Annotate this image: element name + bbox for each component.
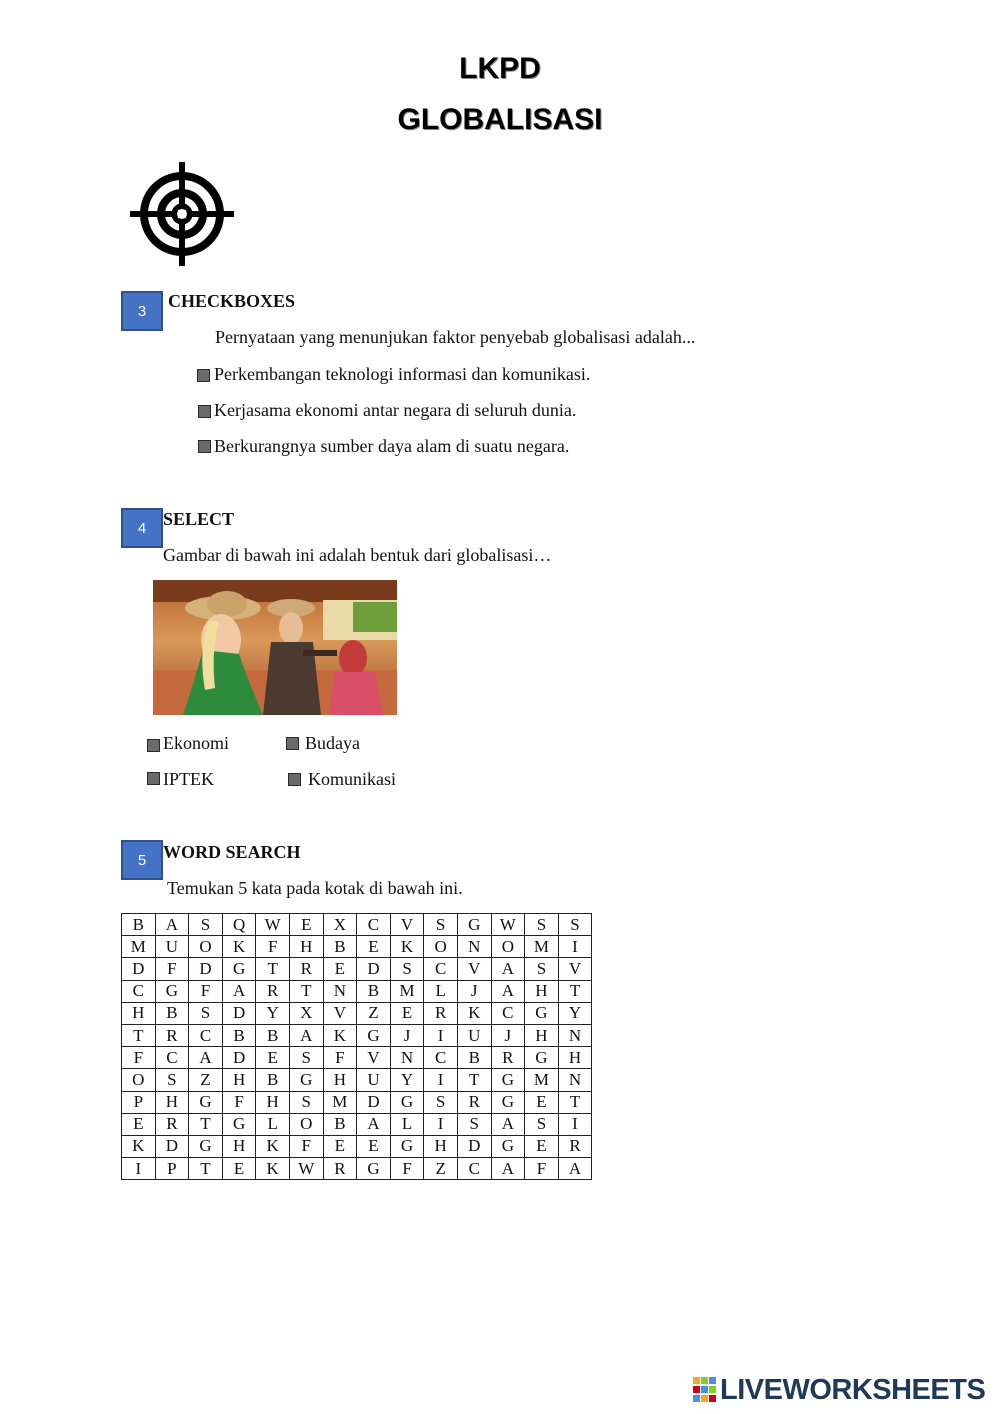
section-number-badge: 3 bbox=[121, 291, 163, 331]
grid-cell[interactable]: D bbox=[189, 958, 223, 980]
grid-cell[interactable]: G bbox=[289, 1069, 323, 1091]
option-checkbox[interactable] bbox=[147, 772, 160, 785]
grid-cell[interactable]: F bbox=[289, 1135, 323, 1157]
instruction-text: Temukan 5 kata pada kotak di bawah ini. bbox=[167, 878, 463, 898]
grid-cell[interactable]: C bbox=[189, 1024, 223, 1046]
grid-cell[interactable]: Z bbox=[357, 1002, 391, 1024]
grid-cell[interactable]: O bbox=[289, 1113, 323, 1135]
grid-cell[interactable]: E bbox=[525, 1091, 559, 1113]
grid-cell[interactable]: S bbox=[390, 958, 424, 980]
grid-cell[interactable]: F bbox=[525, 1158, 559, 1180]
grid-cell[interactable]: E bbox=[525, 1135, 559, 1157]
grid-row bbox=[122, 1002, 592, 1024]
grid-cell[interactable]: R bbox=[289, 958, 323, 980]
grid-cell[interactable]: E bbox=[122, 1113, 156, 1135]
grid-cell[interactable]: K bbox=[256, 1135, 290, 1157]
question-text: Pernyataan yang menunjukan faktor penyebab globalisasi adalah... bbox=[215, 327, 696, 347]
grid-cell[interactable]: F bbox=[122, 1047, 156, 1069]
grid-cell[interactable]: Z bbox=[424, 1158, 458, 1180]
grid-cell[interactable]: Y bbox=[390, 1069, 424, 1091]
grid-cell[interactable]: E bbox=[323, 958, 357, 980]
grid-cell[interactable]: H bbox=[155, 1091, 189, 1113]
grid-cell[interactable]: F bbox=[256, 936, 290, 958]
grid-cell[interactable]: R bbox=[155, 1113, 189, 1135]
grid-cell[interactable]: M bbox=[525, 1069, 559, 1091]
option-label: Budaya bbox=[305, 733, 360, 753]
grid-cell[interactable]: T bbox=[558, 980, 592, 1002]
grid-cell[interactable]: J bbox=[491, 1024, 525, 1046]
grid-cell[interactable]: B bbox=[323, 1113, 357, 1135]
grid-cell[interactable]: C bbox=[457, 1158, 491, 1180]
grid-cell[interactable]: Y bbox=[256, 1002, 290, 1024]
grid-cell[interactable]: J bbox=[390, 1024, 424, 1046]
grid-cell[interactable]: I bbox=[424, 1069, 458, 1091]
grid-cell[interactable]: E bbox=[289, 914, 323, 936]
grid-cell[interactable]: C bbox=[122, 980, 156, 1002]
grid-cell[interactable]: H bbox=[256, 1091, 290, 1113]
grid-cell[interactable]: G bbox=[189, 1091, 223, 1113]
grid-cell[interactable]: R bbox=[558, 1135, 592, 1157]
grid-cell[interactable]: P bbox=[122, 1091, 156, 1113]
grid-cell[interactable]: A bbox=[491, 1113, 525, 1135]
grid-cell[interactable]: K bbox=[323, 1024, 357, 1046]
grid-cell[interactable]: G bbox=[390, 1135, 424, 1157]
option-checkbox[interactable] bbox=[198, 405, 211, 418]
grid-cell[interactable]: D bbox=[457, 1135, 491, 1157]
section-number-badge: 4 bbox=[121, 508, 163, 548]
grid-cell[interactable]: D bbox=[155, 1135, 189, 1157]
grid-cell[interactable]: O bbox=[424, 936, 458, 958]
grid-row bbox=[122, 958, 592, 980]
grid-cell[interactable]: K bbox=[122, 1135, 156, 1157]
grid-cell[interactable]: S bbox=[424, 1091, 458, 1113]
grid-cell[interactable]: D bbox=[357, 1091, 391, 1113]
grid-cell[interactable]: C bbox=[424, 1047, 458, 1069]
grid-cell[interactable]: H bbox=[323, 1069, 357, 1091]
grid-row bbox=[122, 1135, 592, 1157]
grid-cell[interactable]: R bbox=[424, 1002, 458, 1024]
grid-cell[interactable]: V bbox=[357, 1047, 391, 1069]
grid-cell[interactable]: M bbox=[525, 936, 559, 958]
grid-cell[interactable]: L bbox=[390, 1113, 424, 1135]
grid-cell[interactable]: K bbox=[256, 1158, 290, 1180]
grid-cell[interactable]: H bbox=[424, 1135, 458, 1157]
option-label: Berkurangnya sumber daya alam di suatu negara. bbox=[214, 436, 570, 456]
grid-cell[interactable]: A bbox=[222, 980, 256, 1002]
grid-cell[interactable]: U bbox=[357, 1069, 391, 1091]
grid-cell[interactable]: G bbox=[390, 1091, 424, 1113]
grid-cell[interactable]: E bbox=[357, 1135, 391, 1157]
grid-cell[interactable]: S bbox=[525, 914, 559, 936]
grid-cell[interactable]: N bbox=[558, 1069, 592, 1091]
grid-cell[interactable]: A bbox=[491, 958, 525, 980]
grid-row bbox=[122, 936, 592, 958]
grid-cell[interactable]: H bbox=[122, 1002, 156, 1024]
option-checkbox[interactable] bbox=[288, 773, 301, 786]
grid-cell[interactable]: F bbox=[189, 980, 223, 1002]
option-label: Perkembangan teknologi informasi dan komunikasi. bbox=[214, 364, 591, 384]
grid-cell[interactable]: X bbox=[323, 914, 357, 936]
grid-cell[interactable]: N bbox=[457, 936, 491, 958]
grid-cell[interactable]: V bbox=[558, 958, 592, 980]
grid-cell[interactable]: S bbox=[424, 914, 458, 936]
grid-cell[interactable]: H bbox=[222, 1069, 256, 1091]
grid-cell[interactable]: T bbox=[457, 1069, 491, 1091]
grid-cell[interactable]: D bbox=[357, 958, 391, 980]
grid-cell[interactable]: S bbox=[525, 1113, 559, 1135]
grid-cell[interactable]: G bbox=[525, 1002, 559, 1024]
grid-cell[interactable]: D bbox=[222, 1047, 256, 1069]
grid-cell[interactable]: T bbox=[289, 980, 323, 1002]
grid-cell[interactable]: X bbox=[289, 1002, 323, 1024]
grid-cell[interactable]: S bbox=[189, 1002, 223, 1024]
grid-row bbox=[122, 1047, 592, 1069]
grid-cell[interactable]: B bbox=[323, 936, 357, 958]
option-label: Ekonomi bbox=[163, 733, 229, 753]
grid-cell[interactable]: R bbox=[491, 1047, 525, 1069]
page-subtitle: GLOBALISASI bbox=[397, 103, 603, 136]
grid-cell[interactable]: B bbox=[256, 1069, 290, 1091]
section-number-badge: 5 bbox=[121, 840, 163, 880]
grid-cell[interactable]: G bbox=[525, 1047, 559, 1069]
grid-row bbox=[122, 1024, 592, 1046]
grid-cell[interactable]: E bbox=[323, 1135, 357, 1157]
grid-cell[interactable]: T bbox=[189, 1113, 223, 1135]
grid-cell[interactable]: R bbox=[457, 1091, 491, 1113]
grid-cell[interactable]: K bbox=[390, 936, 424, 958]
section-heading-checkboxes: CHECKBOXES bbox=[168, 291, 296, 311]
grid-cell[interactable]: S bbox=[558, 914, 592, 936]
grid-cell[interactable]: N bbox=[323, 980, 357, 1002]
section-heading-word-search: WORD SEARCH bbox=[163, 842, 301, 862]
grid-cell[interactable]: B bbox=[357, 980, 391, 1002]
grid-cell[interactable]: B bbox=[222, 1024, 256, 1046]
grid-cell[interactable]: O bbox=[491, 936, 525, 958]
grid-cell[interactable]: I bbox=[558, 936, 592, 958]
grid-cell[interactable]: R bbox=[256, 980, 290, 1002]
grid-cell[interactable]: M bbox=[390, 980, 424, 1002]
brand-logo bbox=[693, 1374, 985, 1406]
grid-cell[interactable]: F bbox=[155, 958, 189, 980]
grid-cell[interactable]: S bbox=[457, 1113, 491, 1135]
grid-cell[interactable]: G bbox=[222, 958, 256, 980]
grid-cell[interactable]: A bbox=[357, 1113, 391, 1135]
grid-cell[interactable]: U bbox=[155, 936, 189, 958]
grid-cell[interactable]: G bbox=[222, 1113, 256, 1135]
grid-cell[interactable]: L bbox=[424, 980, 458, 1002]
grid-cell[interactable]: J bbox=[457, 980, 491, 1002]
grid-cell[interactable]: D bbox=[222, 1002, 256, 1024]
grid-cell[interactable]: A bbox=[558, 1158, 592, 1180]
grid-row bbox=[122, 1113, 592, 1135]
grid-cell[interactable]: A bbox=[491, 1158, 525, 1180]
grid-row bbox=[122, 1091, 592, 1113]
cultural-dance-photo bbox=[153, 580, 397, 715]
option-checkbox[interactable] bbox=[286, 737, 299, 750]
grid-cell[interactable]: G bbox=[457, 914, 491, 936]
grid-cell[interactable]: G bbox=[491, 1135, 525, 1157]
grid-cell[interactable]: L bbox=[256, 1113, 290, 1135]
grid-cell[interactable]: I bbox=[558, 1113, 592, 1135]
question-text: Gambar di bawah ini adalah bentuk dari globalisasi… bbox=[163, 545, 552, 565]
grid-cell[interactable]: O bbox=[122, 1069, 156, 1091]
option-label: Kerjasama ekonomi antar negara di seluruh dunia. bbox=[214, 400, 577, 420]
section-heading-select: SELECT bbox=[163, 509, 235, 529]
grid-cell[interactable]: Z bbox=[189, 1069, 223, 1091]
grid-cell[interactable]: F bbox=[390, 1158, 424, 1180]
grid-cell[interactable]: E bbox=[256, 1047, 290, 1069]
page-title: LKPD bbox=[459, 52, 541, 85]
brand-name: LIVEWORKSHEETS bbox=[720, 1373, 986, 1406]
option-checkbox[interactable] bbox=[147, 739, 160, 752]
grid-cell[interactable]: V bbox=[390, 914, 424, 936]
option-checkbox[interactable] bbox=[198, 440, 211, 453]
grid-cell[interactable]: K bbox=[222, 936, 256, 958]
grid-cell[interactable]: A bbox=[289, 1024, 323, 1046]
grid-cell[interactable]: S bbox=[525, 958, 559, 980]
grid-cell[interactable]: D bbox=[122, 958, 156, 980]
grid-cell[interactable]: U bbox=[457, 1024, 491, 1046]
grid-cell[interactable]: I bbox=[424, 1024, 458, 1046]
grid-cell[interactable]: B bbox=[457, 1047, 491, 1069]
grid-cell[interactable]: I bbox=[122, 1158, 156, 1180]
grid-cell[interactable]: T bbox=[189, 1158, 223, 1180]
grid-cell[interactable]: T bbox=[122, 1024, 156, 1046]
grid-cell[interactable]: I bbox=[424, 1113, 458, 1135]
grid-cell[interactable]: C bbox=[491, 1002, 525, 1024]
grid-cell[interactable]: A bbox=[155, 914, 189, 936]
option-checkbox[interactable] bbox=[197, 369, 210, 382]
grid-cell[interactable]: F bbox=[222, 1091, 256, 1113]
word-search-grid[interactable] bbox=[121, 913, 592, 1180]
grid-cell[interactable]: T bbox=[256, 958, 290, 980]
grid-cell[interactable]: H bbox=[525, 980, 559, 1002]
grid-cell[interactable]: W bbox=[491, 914, 525, 936]
grid-cell[interactable]: S bbox=[189, 914, 223, 936]
grid-cell[interactable]: B bbox=[122, 914, 156, 936]
grid-cell[interactable]: W bbox=[256, 914, 290, 936]
grid-cell[interactable]: M bbox=[323, 1091, 357, 1113]
grid-cell[interactable]: G bbox=[491, 1091, 525, 1113]
grid-cell[interactable]: G bbox=[491, 1069, 525, 1091]
grid-cell[interactable]: C bbox=[357, 914, 391, 936]
grid-cell[interactable]: S bbox=[289, 1091, 323, 1113]
grid-row bbox=[122, 1069, 592, 1091]
grid-cell[interactable]: H bbox=[222, 1135, 256, 1157]
grid-cell[interactable]: T bbox=[558, 1091, 592, 1113]
grid-cell[interactable]: B bbox=[256, 1024, 290, 1046]
grid-cell[interactable]: Y bbox=[558, 1002, 592, 1024]
grid-cell[interactable]: R bbox=[323, 1158, 357, 1180]
grid-cell[interactable]: B bbox=[155, 1002, 189, 1024]
grid-cell[interactable]: G bbox=[189, 1135, 223, 1157]
grid-cell[interactable]: V bbox=[457, 958, 491, 980]
crosshair-target-icon bbox=[128, 160, 236, 268]
grid-cell[interactable]: G bbox=[155, 980, 189, 1002]
grid-cell[interactable]: V bbox=[323, 1002, 357, 1024]
grid-cell[interactable]: H bbox=[558, 1047, 592, 1069]
grid-cell[interactable]: G bbox=[357, 1024, 391, 1046]
grid-cell[interactable]: G bbox=[357, 1158, 391, 1180]
option-label: IPTEK bbox=[163, 769, 214, 789]
grid-row bbox=[122, 914, 592, 936]
grid-cell[interactable]: N bbox=[390, 1047, 424, 1069]
grid-cell[interactable]: R bbox=[155, 1024, 189, 1046]
grid-cell[interactable]: N bbox=[558, 1024, 592, 1046]
liveworksheets-logo-icon bbox=[693, 1377, 717, 1403]
grid-cell[interactable]: S bbox=[155, 1069, 189, 1091]
grid-cell[interactable]: E bbox=[390, 1002, 424, 1024]
grid-cell[interactable]: K bbox=[457, 1002, 491, 1024]
option-label: Komunikasi bbox=[308, 769, 396, 789]
grid-cell[interactable]: W bbox=[289, 1158, 323, 1180]
grid-row bbox=[122, 1158, 592, 1180]
grid-row bbox=[122, 980, 592, 1002]
grid-cell[interactable]: P bbox=[155, 1158, 189, 1180]
grid-cell[interactable]: M bbox=[122, 936, 156, 958]
grid-cell[interactable]: O bbox=[189, 936, 223, 958]
grid-cell[interactable]: E bbox=[222, 1158, 256, 1180]
grid-cell[interactable]: C bbox=[155, 1047, 189, 1069]
grid-cell[interactable]: H bbox=[525, 1024, 559, 1046]
grid-cell[interactable]: Q bbox=[222, 914, 256, 936]
grid-cell[interactable]: F bbox=[323, 1047, 357, 1069]
grid-cell[interactable]: H bbox=[289, 936, 323, 958]
grid-cell[interactable]: C bbox=[424, 958, 458, 980]
grid-cell[interactable]: A bbox=[491, 980, 525, 1002]
grid-cell[interactable]: E bbox=[357, 936, 391, 958]
grid-cell[interactable]: S bbox=[289, 1047, 323, 1069]
grid-cell[interactable]: A bbox=[189, 1047, 223, 1069]
